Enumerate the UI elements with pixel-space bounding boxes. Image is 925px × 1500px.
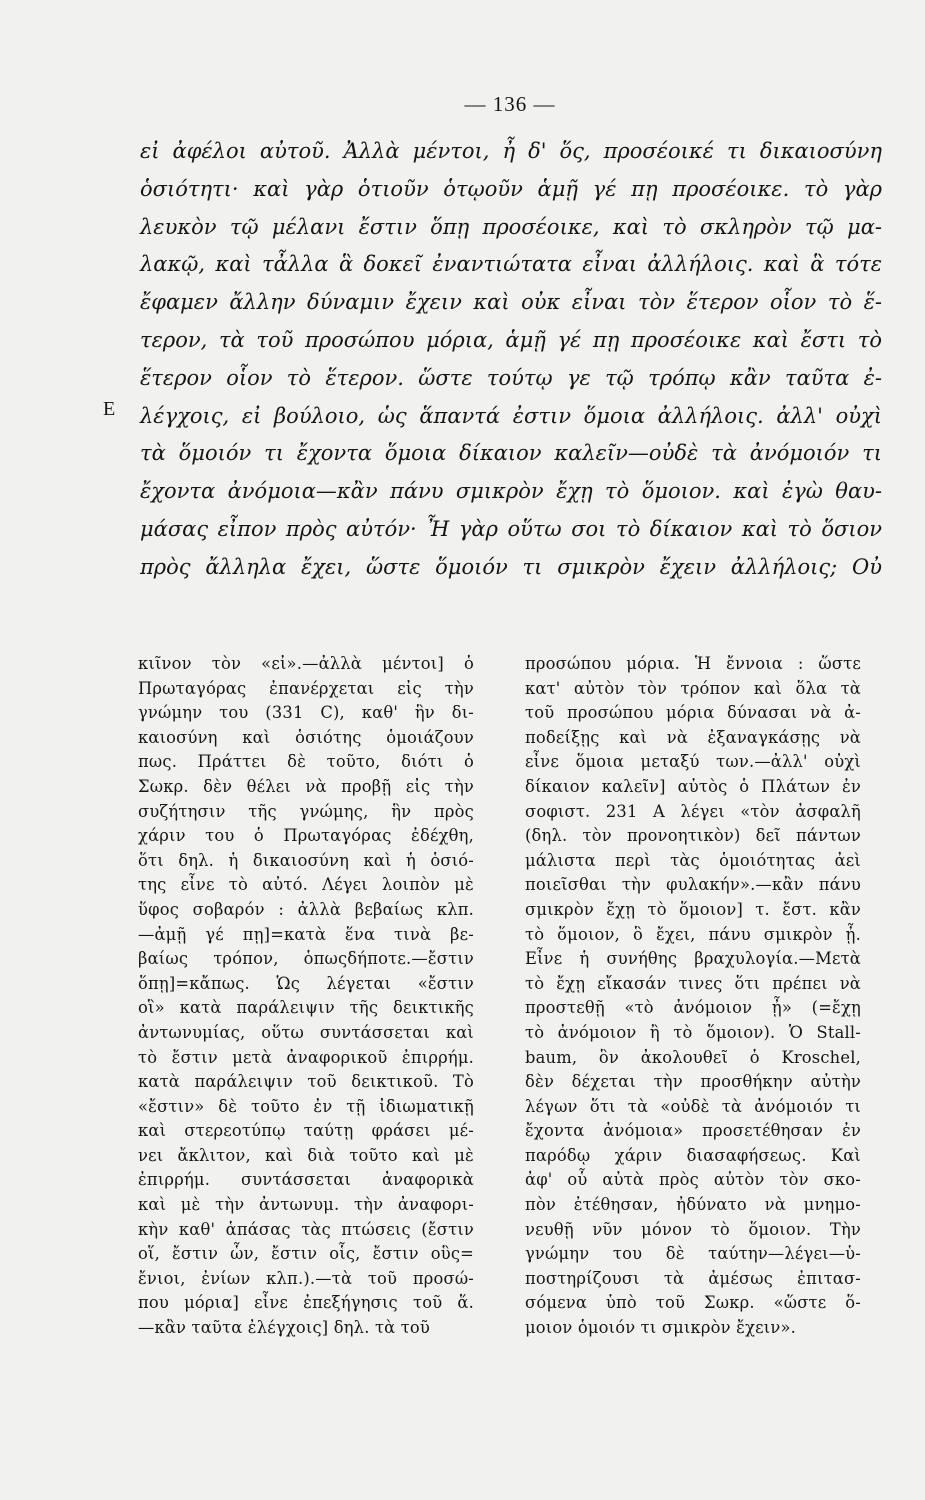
text-line: κὴν καθ' ἁπάσας τὰς πτώσεις (ἔστιν [138,1219,474,1239]
text-line: καὶ στερεοτύπῳ ταύτῃ φράσει μέ- [138,1121,474,1141]
text-line: συζήτησιν τῆς γνώμης, ἣν πρὸς [138,801,474,821]
text-line: Σωκρ. δὲν θέλει νὰ προβῇ εἰς τὴν [138,776,474,796]
text-line: (δηλ. τὸν προνοητικὸν) δεῖ πάντων [525,826,861,846]
text-line: οἵ, ἔστιν ὧν, ἔστιν οἷς, ἔστιν οὓς= [138,1244,474,1264]
text-line: ποστηρίζουσι τὰ ἀμέσως ἐπιτασ- [525,1268,861,1288]
text-line: προστεθῇ «τὸ ἀνόμοιον ᾖ» (=ἔχῃ [525,998,861,1018]
page-number: — 136 — [464,92,556,116]
text-line: της εἶνε τὸ αὐτό. Λέγει λοιπὸν μὲ [138,875,474,895]
text-line: ἀφ' οὗ αὐτὰ πρὸς αὐτὸν τὸν σκο- [525,1170,861,1190]
text-line: ἀντωνυμίας, οὕτω συντάσσεται καὶ [138,1022,474,1042]
text-line: πως. Πράττει δὲ τοῦτο, διότι ὁ [138,752,474,772]
text-line: εἰ ἀφέλοι αὐτοῦ. Ἀλλὰ μέντοι, ἦ δ' ὅς, προσέοικέ τι δικαιοσύνη [140,139,882,163]
text-line: γνώμην του δὲ ταύτην—λέγει—ὑ- [525,1244,861,1264]
text-line: νει ἄκλιτον, καὶ διὰ τοῦτο καὶ μὲ [138,1145,474,1165]
commentary-right-column [525,652,861,1341]
text-line: ὁσιότητι· καὶ γὰρ ὁτιοῦν ὁτῳοῦν ἁμῇ γέ πῃ προσέοικε. τὸ γὰρ [140,176,882,201]
text-line: ἔχοντα ἀνόμοια—κἂν πάνυ σμικρὸν ἔχῃ τὸ ὅμοιον. καὶ ἐγὼ θαυ- [140,479,882,504]
text-line: ἔνιοι, ἐνίων κλπ.).—τὰ τοῦ προσώ- [138,1268,474,1288]
text-line: μάσας εἶπον πρὸς αὐτόν· Ἦ γὰρ οὕτω σοι τὸ δίκαιον καὶ τὸ ὅσιον [140,516,882,541]
text-line: τὸ ἔχῃ εἴκασάν τινες ὅτι πρέπει νὰ [525,973,861,993]
text-line: baum, ὃν ἀκολουθεῖ ὁ Kroschel, [525,1047,861,1067]
text-line: λέγχοις, εἰ βούλοιο, ὡς ἅπαντά ἐστιν ὅμοια ἀλλήλοις. ἀλλ' οὐχὶ [140,403,882,428]
text-line: λέγων ὅτι τὰ «οὐδὲ τὰ ἀνόμοιόν τι [525,1096,861,1116]
text-line: νευθῇ νῦν μόνον τὸ ὅμοιον. Τὴν [525,1219,861,1239]
text-line: —ἀμῇ γέ πῃ]=κατὰ ἕνα τινὰ βε- [138,924,474,944]
text-line: ἕτερον οἷον τὸ ἕτερον. ὥστε τούτῳ γε τῷ τρόπῳ κἂν ταῦτα ἐ- [140,365,882,390]
main-text-block [140,133,882,587]
text-line: παρόδῳ χάριν διασαφήσεως. Καὶ [525,1145,861,1165]
text-line: ὅπῃ]=κἄπως. Ὡς λέγεται «ἔστιν [138,973,474,993]
text-line: Πρωταγόρας ἐπανέρχεται εἰς τὴν [138,678,474,698]
text-line: τοῦ προσώπου μόρια δύνασαι νὰ ἀ- [525,703,861,723]
text-line: σόμενα ὑπὸ τοῦ Σωκρ. «ὥστε ὅ- [525,1293,861,1313]
text-line: —κἂν ταῦτα ἐλέγχοις] δηλ. τὰ τοῦ [138,1318,431,1338]
text-line: δίκαιον καλεῖν] αὐτὸς ὁ Πλάτων ἐν [525,776,861,796]
text-line: σμικρὸν ἔχῃ τὸ ὅμοιον] τ. ἔστ. κἂν [525,899,861,919]
text-line: ποιεῖσθαι τὴν φυλακήν».—κἂν πάνυ [525,875,861,895]
text-line: τὸ ἔστιν μετὰ ἀναφορικοῦ ἐπιρρήμ. [138,1047,474,1067]
text-line: πὸν ἐτέθησαν, ἠδύνατο νὰ μνημο- [525,1195,861,1215]
text-line: τὸ ἀνόμοιον ἢ τὸ ὅμοιον). Ὁ Stall- [525,1022,861,1042]
text-line: καὶ μὲ τὴν ἀντωνυμ. τὴν ἀναφορι- [138,1195,474,1215]
commentary-left-column [138,652,474,1341]
text-line: Εἶνε ἡ συνήθης βραχυλογία.—Μετὰ [525,949,861,969]
text-line: βαίως τρόπον, ὁπωςδήποτε.—ἔστιν [138,949,474,969]
text-line: μάλιστα περὶ τὰς ὁμοιότητας ἀεὶ [525,850,861,870]
text-line: τὰ ὅμοιόν τι ἔχοντα ὅμοια δίκαιον καλεῖν—οὐδὲ τὰ ἀνόμοιόν τι [140,441,882,466]
text-line: ἔχοντα ἀνόμοια» προσετέθησαν ἐν [525,1121,861,1141]
text-line: εἶνε ὅμοια μεταξύ των.—ἀλλ' οὐχὶ [525,752,861,772]
text-line: πρὸς ἄλληλα ἔχει, ὥστε ὅμοιόν τι σμικρὸν ἔχειν ἀλλήλοις; Οὐ [140,554,882,579]
text-line: δὲν δέχεται τὴν προσθήκην αὐτὴν [525,1072,861,1092]
text-line: ὅτι δηλ. ἡ δικαιοσύνη καὶ ἡ ὁσιό- [138,850,474,870]
text-line: κατὰ παράλειψιν τοῦ δεικτικοῦ. Τὸ [138,1072,474,1092]
text-line: λακῷ, καὶ τἆλλα ἃ δοκεῖ ἐναντιώτατα εἶναι ἀλλήλοις. καὶ ἃ τότε [140,252,882,277]
text-line: καιοσύνη καὶ ὁσιότης ὁμοιάζουν [138,727,474,747]
text-line: χάριν του ὁ Πρωταγόρας ἐδέχθη, [138,826,474,846]
text-line: μοιον ὁμοιόν τι σμικρὸν ἔχειν». [525,1318,797,1338]
text-line: ὕφος σοβαρόν : ἀλλὰ βεβαίως κλπ. [138,899,474,919]
text-line: τερον, τὰ τοῦ προσώπου μόρια, ἁμῇ γέ πῃ προσέοικε καὶ ἔστι τὸ [140,327,882,352]
text-line: γνώμην του (331 C), καθ' ἣν δι- [138,703,474,723]
text-line: ἐπιρρήμ. συντάσσεται ἀναφορικὰ [138,1170,474,1190]
text-line: οἳ» κατὰ παράλειψιν τῆς δεικτικῆς [138,998,474,1018]
text-line: σοφιστ. 231 A λέγει «τὸν ἀσφαλῆ [525,801,861,821]
text-line: τὸ ὅμοιον, ὃ ἔχει, πάνυ σμικρὸν ᾖ. [525,924,861,944]
text-line: προσώπου μόρια. Ἡ ἔννοια : ὥστε [525,654,861,673]
text-line: λευκὸν τῷ μέλανι ἔστιν ὅπῃ προσέοικε, καὶ τὸ σκληρὸν τῷ μα- [140,214,882,239]
text-line: κιῖνον τὸν «εἰ».—ἀλλὰ μέντοι] ὁ [138,654,474,673]
text-line: ἔφαμεν ἄλλην δύναμιν ἔχειν καὶ οὐκ εἶναι τὸν ἕτερον οἷον τὸ ἕ- [140,290,882,315]
text-line: κατ' αὐτὸν τὸν τρόπον καὶ ὅλα τὰ [525,678,861,698]
margin-section-letter: E [103,398,116,420]
text-line: ποδείξῃς καὶ νὰ ἐξαναγκάσῃς νὰ [525,727,861,747]
text-line: που μόρια] εἶνε ἐπεξήγησις τοῦ ἅ. [138,1293,474,1313]
text-line: «ἔστιν» δὲ τοῦτο ἐν τῇ ἰδιωματικῇ [138,1096,474,1116]
